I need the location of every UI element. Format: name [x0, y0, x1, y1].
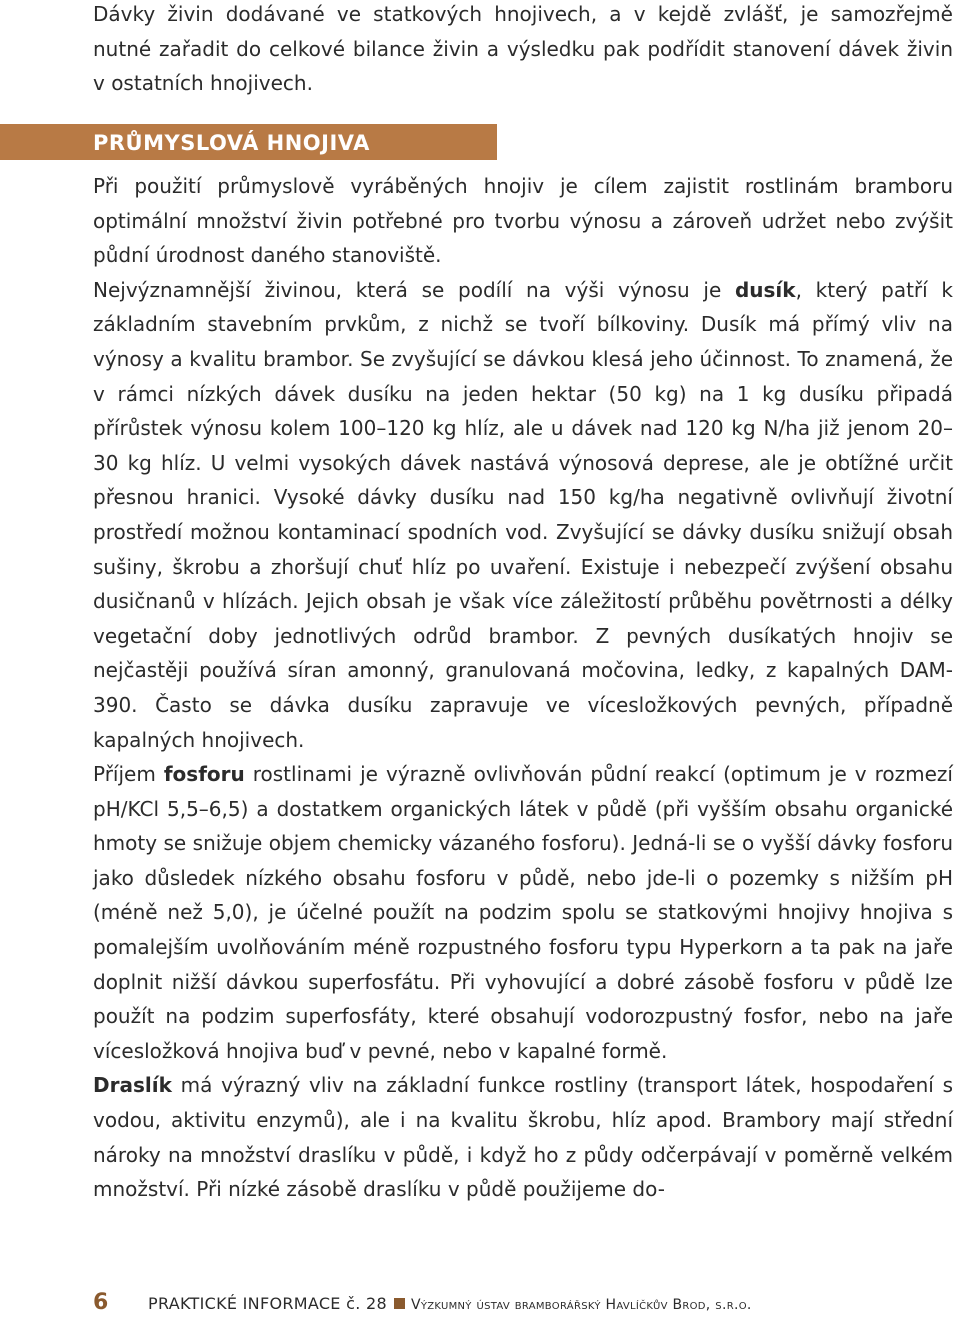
- body-text: [93, 169, 953, 1207]
- section-title: PRŮMYSLOVÁ HNOJIVA: [93, 131, 370, 155]
- term-phosphorus: fosforu: [163, 762, 245, 787]
- institute-name: Výzkumný ústav bramborářský Havlíčkův Brod, s.r.o.: [410, 1297, 752, 1313]
- paragraph-phosphorus: [93, 757, 953, 1068]
- paragraph-nitrogen: [93, 273, 953, 757]
- term-nitrogen: dusík: [734, 277, 796, 302]
- paragraph-nitrogen-text-b: , který patří k základním stavebním prvkům, z nichž se tvoří bílkoviny. Dusík má přímý vliv na výnosy a kvalitu brambor. Se zvyšující se dávkou klesá jeho účinnost. To znamená, že v rámci nízkých dávek dusíku na jeden hektar (50 kg) na 1 kg dusíku připadá přírůstek výnosu kolem 100–120 kg hlíz, ale u dávek nad 120 kg N/ha již jenom 20–30 kg hlíz. U velmi vysokých dávek nastává výnosová deprese, ale je obtížné určit přesnou hranici. Vysoké dávky dusíku nad 150 kg/ha negativně ovlivňují životní prostředí možnou kontaminací spodních vod. Zvyšující se dávky dusíku snižují obsah sušiny, škrobu a zhoršují chuť hlíz po uvaření. Existuje i nebezpečí zvýšení obsahu dusičnanů v hlízách. Jejich obsah je však více záležitostí průběhu povětrnosti a délky vegetační doby jednotlivých odrůd brambor. Z pevných dusíkatých hnojiv se nejčastěji používá síran amonný, granulovaná močovina, ledky, z kapalných DAM-390. Často se dávka dusíku zapravuje ve vícesložkových pevných, případně kapalných hnojivech.: [93, 277, 953, 752]
- page-footer: [93, 1290, 752, 1326]
- intro-paragraph: Dávky živin dodávané ve statkových hnojivech, a v kejdě zvlášť, je samozřejmě nutné zařadit do celkové bilance živin a výsledku pak podřídit stanovení dávek živin v ostatních hnojivech.: [93, 2, 953, 96]
- paragraph-phosphorus-text-a: Příjem: [93, 762, 164, 787]
- term-potassium: Draslík: [93, 1073, 172, 1098]
- paragraph-nitrogen-text-a: Nejvýznamnější živinou, která se podílí na výši výnosu je: [93, 277, 735, 302]
- paragraph-potassium-text: má výrazný vliv na základní funkce rostliny (transport látek, hospodaření s vodou, aktivitu enzymů), ale i na kvalitu škrobu, hlíz apod. Brambory mají střední nároky na množství draslíku v půdě, i když ho z půdy odčerpávají v poměrně velkém množství. Při nízké zásobě draslíku v půdě použijeme do-: [93, 1073, 953, 1202]
- publication-name: PRAKTICKÉ INFORMACE č. 28: [148, 1294, 387, 1313]
- page-number: 6: [93, 1290, 109, 1315]
- separator-square-icon: [394, 1298, 405, 1309]
- paragraph-intro-fertilizers: Při použití průmyslově vyráběných hnojiv je cílem zajistit rostlinám bramboru optimální množství živin potřebné pro tvorbu výnosu a zároveň udržet nebo zvýšit půdní úrodnost daného stanoviště.: [93, 174, 953, 268]
- paragraph-phosphorus-text-b: rostlinami je výrazně ovlivňován půdní reakcí (optimum je v rozmezí pH/KCl 5,5–6,5) a dostatkem organických látek v půdě (při vyšším obsahu organické hmoty se snižuje objem chemicky vázaného fosforu). Jedná-li se o vyšší dávky fosforu jako důsledek nízkého obsahu fosforu v půdě, nebo jde-li o pozemky s nižším pH (méně než 5,0), je účelné použít na podzim spolu se statkovými hnojivy hnojiva s pomalejším uvolňováním méně rozpustného fosforu typu Hyperkorn a ta pak na jaře doplnit nižší dávkou superfosfátu. Při vyhovující a dobré zásobě fosforu v půdě lze použít na podzim superfosfáty, které obsahují vodorozpustný fosfor, nebo na jaře vícesložková hnojiva buď v pevné, nebo v kapalné formě.: [93, 762, 953, 1063]
- document-page: [93, 0, 953, 101]
- paragraph-potassium: [93, 1068, 953, 1206]
